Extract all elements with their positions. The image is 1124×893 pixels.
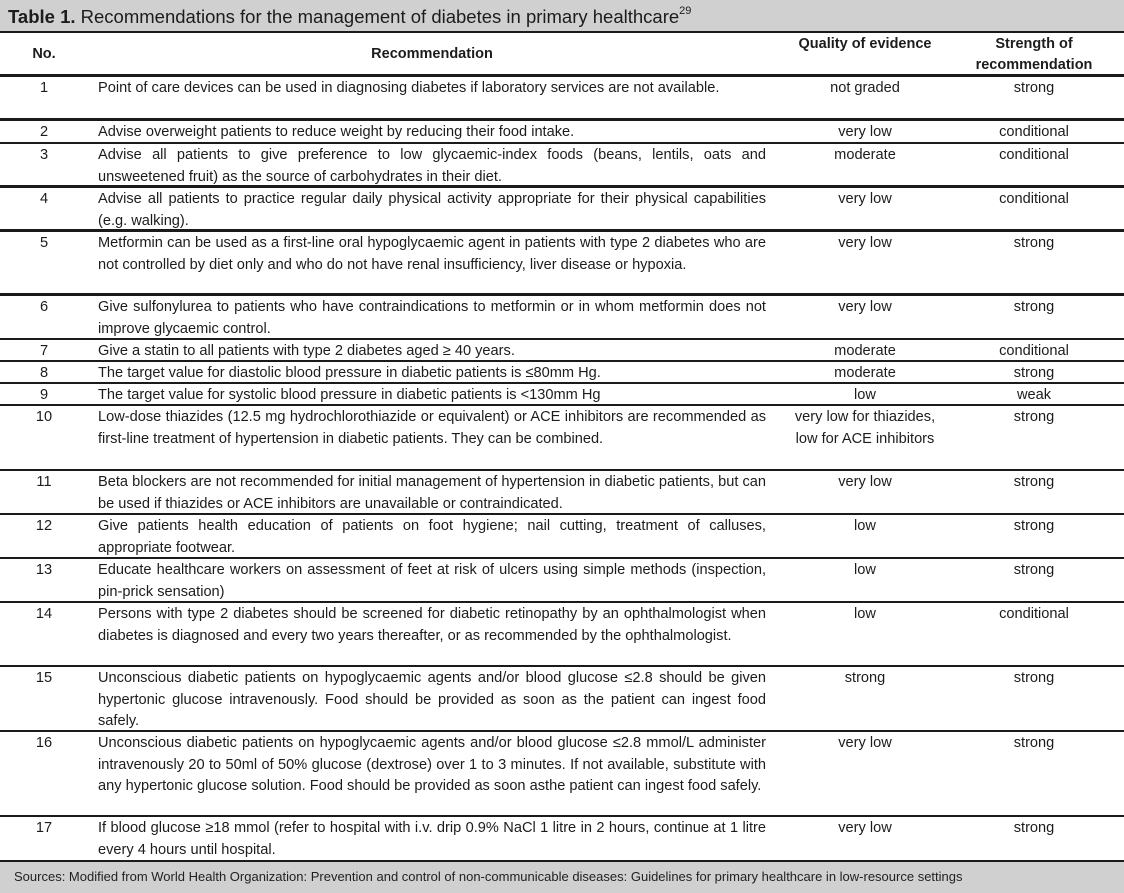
row-number: 15 bbox=[35, 670, 53, 686]
strength-of-recommendation-cell: strong bbox=[1013, 299, 1055, 315]
recommendation-cell: Advise all patients to give preference to low glycaemic-index foods (beans, lentils, oats and unsweetened fruit) as the source of carbohydrates in their diet. bbox=[98, 147, 766, 185]
quality-of-evidence-cell: low bbox=[854, 387, 876, 403]
row-number: 2 bbox=[39, 124, 49, 140]
table-row bbox=[0, 340, 1124, 362]
strength-of-recommendation-cell: strong bbox=[1013, 562, 1055, 578]
strength-of-recommendation-cell: strong bbox=[1013, 235, 1055, 251]
quality-of-evidence-cell: very low for thiazides, low for ACE inhibitors bbox=[794, 409, 936, 447]
strength-of-recommendation-cell: conditional bbox=[999, 147, 1069, 163]
row-number: 12 bbox=[35, 518, 53, 534]
table-row bbox=[0, 667, 1124, 732]
strength-of-recommendation-cell: strong bbox=[1013, 735, 1055, 751]
recommendation-cell: Persons with type 2 diabetes should be screened for diabetic retinopathy by an ophthalmologist when diabetes is diagnosed and every two years thereafter, or as recommended by the ophthalmologist. bbox=[98, 606, 766, 644]
strength-of-recommendation-cell: conditional bbox=[999, 191, 1069, 207]
strength-of-recommendation-cell: strong bbox=[1013, 80, 1055, 96]
row-number: 11 bbox=[36, 474, 52, 490]
recommendation-cell: The target value for diastolic blood pressure in diabetic patients is ≤80mm Hg. bbox=[98, 365, 601, 381]
table-header-row bbox=[0, 33, 1124, 77]
quality-of-evidence-cell: strong bbox=[844, 670, 886, 686]
row-number: 4 bbox=[39, 191, 49, 207]
table-caption bbox=[8, 6, 691, 28]
row-number: 8 bbox=[39, 365, 49, 381]
table-label: Table 1. bbox=[8, 6, 76, 27]
strength-of-recommendation-cell: weak bbox=[1016, 387, 1052, 403]
strength-of-recommendation-cell: strong bbox=[1013, 518, 1055, 534]
quality-of-evidence-cell: very low bbox=[838, 735, 892, 751]
reference-superscript: 29 bbox=[679, 4, 692, 17]
table-body bbox=[0, 77, 1124, 860]
recommendation-cell: Beta blockers are not recommended for initial management of hypertension in diabetic patients, but can be used if thiazides or ACE inhibitors are unavailable or contraindicated. bbox=[98, 474, 766, 512]
quality-of-evidence-cell: very low bbox=[838, 820, 892, 836]
table-row bbox=[0, 817, 1124, 860]
quality-of-evidence-cell: very low bbox=[838, 191, 892, 207]
strength-of-recommendation-cell: conditional bbox=[999, 606, 1069, 622]
row-number: 10 bbox=[35, 409, 53, 425]
table-title: Recommendations for the management of diabetes in primary healthcare bbox=[75, 6, 680, 27]
recommendation-cell: Metformin can be used as a first-line oral hypoglycaemic agent in patients with type 2 diabetes who are not controlled by diet only and who do not have renal insufficiency, liver disease or hypoxia. bbox=[98, 235, 766, 273]
recommendation-cell: Low-dose thiazides (12.5 mg hydrochlorothiazide or equivalent) or ACE inhibitors are recommended as first-line treatment of hypertension in diabetic patients. They can be combined. bbox=[98, 409, 766, 447]
table-row bbox=[0, 296, 1124, 340]
strength-of-recommendation-cell: strong bbox=[1013, 409, 1055, 425]
row-number: 16 bbox=[35, 735, 53, 751]
recommendation-cell: Give sulfonylurea to patients who have contraindications to metformin or in whom metformin does not improve glycaemic control. bbox=[98, 299, 766, 337]
recommendation-cell: Give a statin to all patients with type 2 diabetes aged ≥ 40 years. bbox=[98, 343, 515, 359]
recommendation-cell: If blood glucose ≥18 mmol (refer to hospital with i.v. drip 0.9% NaCl 1 litre in 2 hours, continue at 1 litre every 4 hours until hospital. bbox=[98, 820, 766, 858]
row-number: 17 bbox=[35, 820, 53, 836]
quality-of-evidence-cell: low bbox=[854, 518, 876, 534]
sources-note: Sources: Modified from World Health Organization: Prevention and control of non-communicable diseases: Guidelines for primary healthcare in low-resource settings bbox=[14, 869, 963, 884]
quality-of-evidence-cell: moderate bbox=[834, 343, 896, 359]
quality-of-evidence-cell: very low bbox=[838, 235, 892, 251]
row-number: 7 bbox=[39, 343, 49, 359]
table-caption-bar bbox=[0, 0, 1124, 33]
column-header-recommendation: Recommendation bbox=[371, 46, 493, 62]
row-number: 3 bbox=[39, 147, 49, 163]
row-number: 13 bbox=[35, 562, 53, 578]
table-row bbox=[0, 121, 1124, 144]
table-row bbox=[0, 732, 1124, 817]
recommendation-cell: Unconscious diabetic patients on hypoglycaemic agents and/or blood glucose ≤2.8 should be given hypertonic glucose intravenously. Food should be provided as soon as the patient can ingest food safely. bbox=[98, 670, 766, 729]
strength-of-recommendation-cell: conditional bbox=[999, 124, 1069, 140]
table-row bbox=[0, 77, 1124, 121]
recommendation-cell: Advise overweight patients to reduce weight by reducing their food intake. bbox=[98, 124, 575, 140]
strength-of-recommendation-cell: strong bbox=[1013, 474, 1055, 490]
strength-of-recommendation-cell: strong bbox=[1013, 820, 1055, 836]
recommendation-cell: Give patients health education of patients on foot hygiene; nail cutting, treatment of calluses, appropriate footwear. bbox=[98, 518, 766, 556]
column-header-no: No. bbox=[32, 46, 56, 62]
table-row bbox=[0, 384, 1124, 406]
row-number: 6 bbox=[39, 299, 49, 315]
quality-of-evidence-cell: very low bbox=[838, 299, 892, 315]
quality-of-evidence-cell: low bbox=[854, 562, 876, 578]
recommendation-cell: Point of care devices can be used in diagnosing diabetes if laboratory services are not available. bbox=[98, 80, 720, 96]
table-row bbox=[0, 232, 1124, 296]
row-number: 5 bbox=[39, 235, 49, 251]
quality-of-evidence-cell: very low bbox=[838, 124, 892, 140]
table-row bbox=[0, 362, 1124, 384]
recommendation-cell: Educate healthcare workers on assessment of feet at risk of ulcers using simple methods (inspection, pin-prick sensation) bbox=[98, 562, 766, 600]
row-number: 1 bbox=[39, 80, 49, 96]
row-number: 14 bbox=[35, 606, 53, 622]
table-row bbox=[0, 559, 1124, 603]
column-header-strength: Strength of recommendation bbox=[975, 36, 1093, 73]
table-row bbox=[0, 188, 1124, 232]
strength-of-recommendation-cell: strong bbox=[1013, 365, 1055, 381]
table-row bbox=[0, 603, 1124, 667]
quality-of-evidence-cell: not graded bbox=[830, 80, 900, 96]
table-row bbox=[0, 406, 1124, 471]
table-footnote-bar bbox=[0, 860, 1124, 893]
row-number: 9 bbox=[39, 387, 49, 403]
recommendation-cell: Unconscious diabetic patients on hypoglycaemic agents and/or blood glucose ≤2.8 mmol/L administer intravenously 20 to 50ml of 50% glucose (dextrose) over 1 to 3 minutes. If not available, substitute with any hypertonic glucose solution. Food should be provided as soon asthe patient can ingest food safely. bbox=[98, 735, 766, 794]
strength-of-recommendation-cell: strong bbox=[1013, 670, 1055, 686]
column-header-quality: Quality of evidence bbox=[798, 36, 932, 52]
quality-of-evidence-cell: low bbox=[854, 606, 876, 622]
quality-of-evidence-cell: moderate bbox=[834, 365, 896, 381]
quality-of-evidence-cell: very low bbox=[838, 474, 892, 490]
table-row bbox=[0, 144, 1124, 188]
recommendation-cell: Advise all patients to practice regular daily physical activity appropriate for their physical capabilities (e.g. walking). bbox=[98, 191, 766, 229]
recommendation-cell: The target value for systolic blood pressure in diabetic patients is <130mm Hg bbox=[98, 387, 601, 403]
strength-of-recommendation-cell: conditional bbox=[999, 343, 1069, 359]
quality-of-evidence-cell: moderate bbox=[834, 147, 896, 163]
table-row bbox=[0, 471, 1124, 515]
table-row bbox=[0, 515, 1124, 559]
